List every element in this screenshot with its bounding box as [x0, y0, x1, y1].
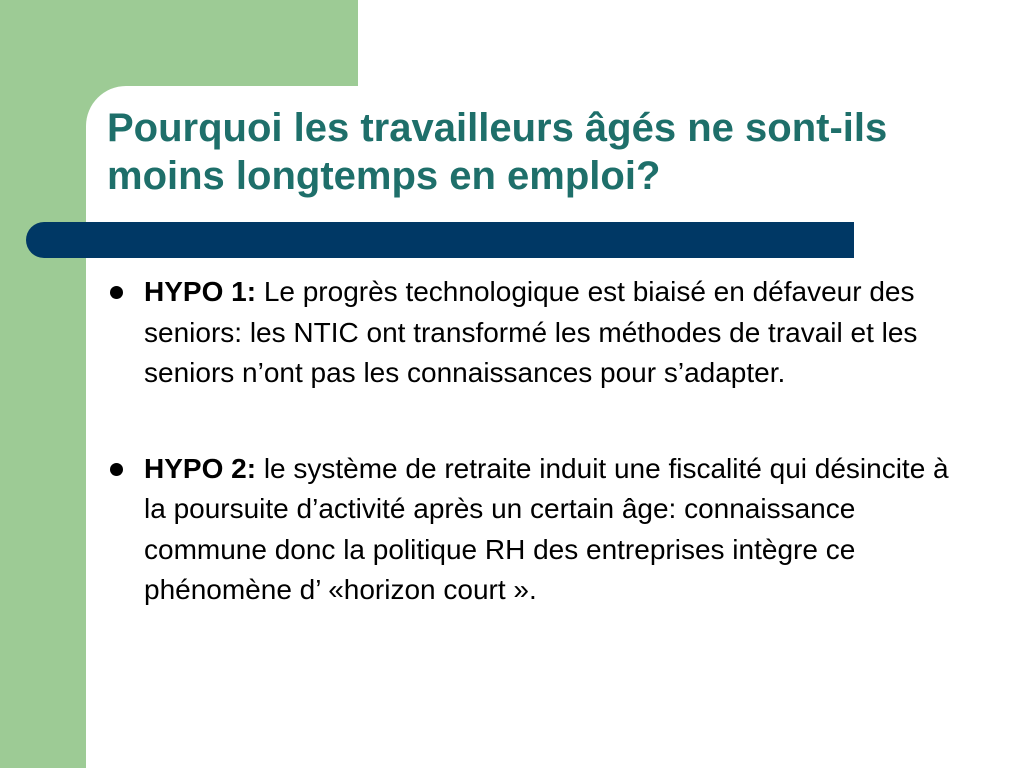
hypo-label: HYPO 1: [144, 276, 257, 307]
hypo-label: HYPO 2: [144, 452, 257, 484]
bullet-list [104, 272, 954, 611]
slide-title: Pourquoi les travailleurs âgés ne sont-ils moins longtemps en emploi? [107, 106, 888, 198]
title-underline-bar [26, 222, 854, 258]
hypo-text: Le progrès technologique est biaisé en défaveur des seniors: les NTIC ont transformé les méthodes de travail et les seniors n’ont pas les connaissances pour s’adapter. [144, 276, 918, 388]
bullet-dot-icon [110, 463, 123, 476]
bullet-item-hypo-2 [104, 449, 954, 611]
bullet-item-hypo-1 [104, 272, 954, 394]
hypo-text: le système de retraite induit une fiscalité qui désincite à la poursuite d’activité après un certain âge: connaissance commune donc la politique RH des entreprises intègre ce phénomène d’ «horizon court ». [144, 452, 949, 605]
bullet-dot-icon [110, 286, 123, 299]
